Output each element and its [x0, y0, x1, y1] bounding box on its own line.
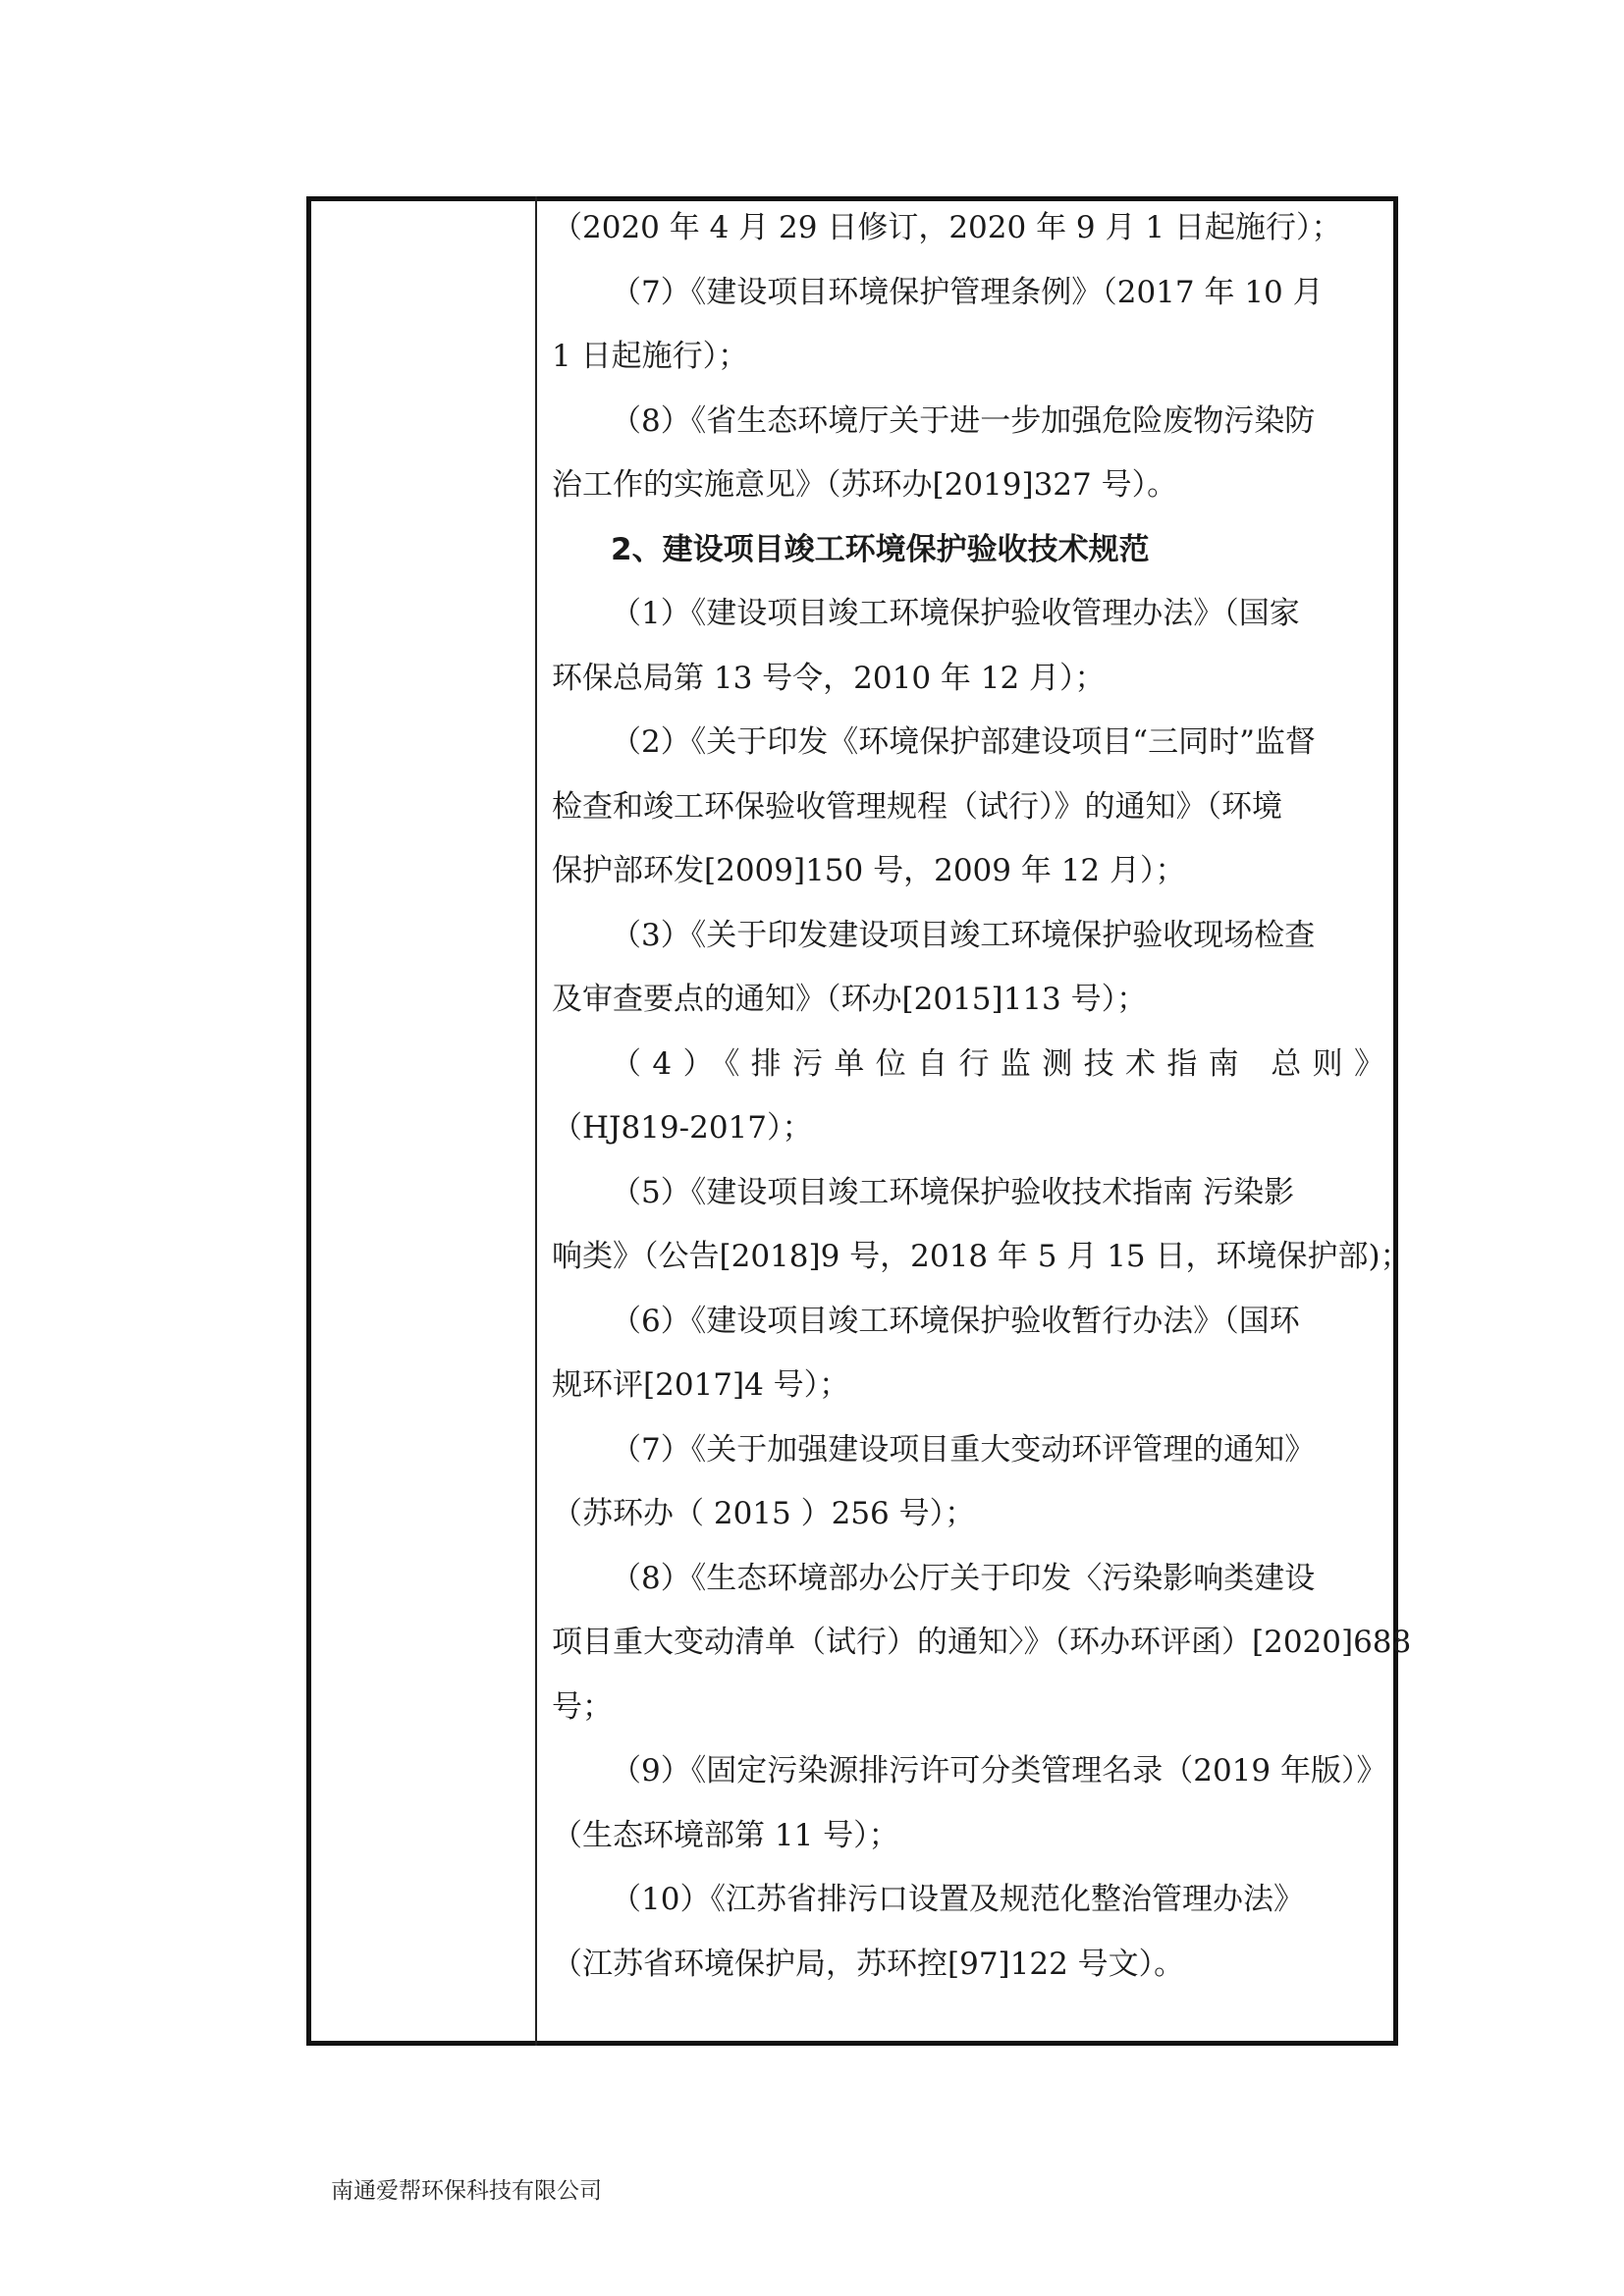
- text-line: （9）《固定污染源排污许可分类管理名录（2019 年版）》: [611, 1753, 1387, 1789]
- text-line: （2020 年 4 月 29 日修订，2020 年 9 月 1 日起施行）；: [552, 210, 1342, 245]
- text-line: 保护部环发[2009]150 号，2009 年 12 月）；: [552, 853, 1186, 888]
- text-line: 响类》（公告[2018]9 号，2018 年 5 月 15 日，环境保护部)；: [552, 1239, 1411, 1274]
- section-heading: 2、建设项目竣工环境保护验收技术规范: [611, 531, 1150, 567]
- text-line: （生态环境部第 11 号）；: [552, 1817, 899, 1853]
- text-line: （4）《排污单位自行监测技术指南 总则》: [611, 1045, 1384, 1082]
- text-line: 环保总局第 13 号令，2010 年 12 月）；: [552, 660, 1106, 696]
- text-line: （8）《生态环境部办公厅关于印发〈污染影响类建设: [611, 1560, 1316, 1596]
- text-line: 项目重大变动清单（试行）的通知〉》（环办环评函）[2020]688: [552, 1625, 1412, 1660]
- text-line: （6）《建设项目竣工环境保护验收暂行办法》（国环: [611, 1303, 1300, 1339]
- text-line: （HJ819-2017）；: [552, 1110, 813, 1146]
- text-line: （7）《建设项目环境保护管理条例》（2017 年 10 月: [611, 274, 1324, 310]
- text-line: 及审查要点的通知》（环办[2015]113 号）；: [552, 982, 1148, 1017]
- text-line: （5）《建设项目竣工环境保护验收技术指南 污染影: [611, 1174, 1295, 1210]
- text-line: 治工作的实施意见》（苏环办[2019]327 号）。: [552, 467, 1178, 503]
- text-line: （7）《关于加强建设项目重大变动环评管理的通知》: [611, 1431, 1316, 1468]
- table-content-cell: [552, 196, 1412, 1997]
- text-line: （2）《关于印发《环境保护部建设项目“三同时”监督: [611, 724, 1316, 760]
- text-line: （8）《省生态环境厅关于进一步加强危险废物污染防: [611, 402, 1316, 439]
- text-line: 号；: [552, 1688, 613, 1725]
- text-line: 规环评[2017]4 号）；: [552, 1367, 850, 1403]
- text-line: 1 日起施行）；: [552, 339, 749, 374]
- text-line: 检查和竣工环保验收管理规程（试行）》的通知》（环境: [552, 788, 1282, 825]
- text-line: （江苏省环境保护局，苏环控[97]122 号文）。: [552, 1946, 1185, 1982]
- footer-company-name: 南通爱帮环保科技有限公司: [331, 2178, 602, 2204]
- text-line: （苏环办（ 2015 ）256 号）；: [552, 1496, 976, 1531]
- text-line: （1）《建设项目竣工环境保护验收管理办法》（国家: [611, 596, 1300, 631]
- column-divider: [535, 196, 537, 2046]
- text-line: （10）《江苏省排污口设置及规范化整治管理办法》: [611, 1882, 1304, 1917]
- text-line: （3）《关于印发建设项目竣工环境保护验收现场检查: [611, 917, 1316, 953]
